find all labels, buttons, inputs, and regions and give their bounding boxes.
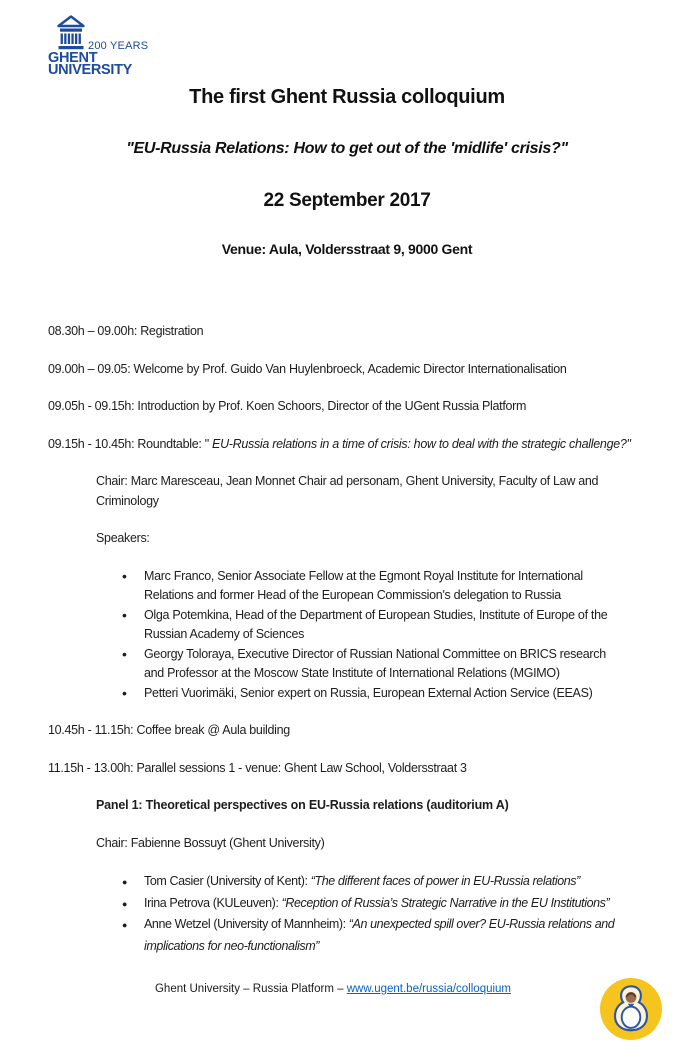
bullet-icon: ● [122,877,128,887]
schedule-item-registration: 08.30h – 09.00h: Registration [48,324,204,338]
talk-speaker: Anne Wetzel (University of Mannheim): [144,917,349,931]
logo-university-name [48,52,132,76]
event-date: 22 September 2017 [263,190,431,211]
footer-text: Ghent University – Russia Platform – [154,983,347,995]
footer-link[interactable]: www.ugent.be/russia/colloquium [346,983,512,995]
schedule [48,322,652,975]
bullet-icon: • [122,645,127,662]
event-subtitle: "EU-Russia Relations: How to get out of the 'midlife' crisis?" [126,140,568,157]
bullet-icon: • [122,606,127,623]
roundtable-quote: EU-Russia relations in a time of crisis: how to deal with the strategic challenge?" [212,436,631,451]
schedule-item-coffee-break: 10.45h - 11.15h: Coffee break @ Aula building [48,723,290,737]
logo-name-line2: UNIVERSITY [48,62,133,78]
speakers-label: Speakers: [96,531,150,545]
logo-200-years-label: 200 YEARS [88,40,149,52]
talk-speaker: Irina Petrova (KULeuven): [144,895,282,910]
talk-item [120,914,672,957]
talk-title: “Reception of Russia’s Strategic Narrative in the EU Institutions” [281,895,610,910]
speaker-text: Petteri Vuorimäki, Senior expert on Russia, European External Action Service (EEAS) [144,685,593,700]
speaker-text: Marc Franco, Senior Associate Fellow at the Egmont Royal Institute for International Relations and former Head of the European Commission's delegation to Russia [144,568,583,602]
event-venue: Venue: Aula, Voldersstraat 9, 9000 Gent [221,241,473,257]
talk-title: “An unexpected spill over? EU-Russia relations and implications for neo-functionalism” [144,917,615,953]
matryoshka-icon [600,978,662,1047]
schedule-item-welcome: 09.00h – 09.05: Welcome by Prof. Guido Van Huylenbroeck, Academic Director Internationalisation [48,361,567,376]
speakers-list [48,567,652,704]
talk-speaker: Tom Casier (University of Kent): [144,874,311,888]
panel1-heading: Panel 1: Theoretical perspectives on EU-Russia relations (auditorium A) [96,798,509,812]
talk-item [120,871,672,893]
talk-title: “The different faces of power in EU-Russia relations” [310,874,580,888]
speaker-text: Georgy Toloraya, Executive Director of Russian National Committee on BRICS research and Professor at the Moscow State Institute of International Relations (MGIMO) [144,646,606,680]
logo-name-line1: GHENT [48,50,98,66]
bullet-icon: ● [122,920,128,930]
schedule-item-parallel-sessions: 11.15h - 13.00h: Parallel sessions 1 - venue: Ghent Law School, Voldersstraat 3 [48,760,467,775]
roundtable-chair: Chair: Marc Maresceau, Jean Monnet Chair ad personam, Ghent University, Faculty of Law and Criminology [96,474,599,508]
talk-item [120,893,672,915]
speaker-item [120,645,622,684]
speaker-text: Olga Potemkina, Head of the Department of European Studies, Institute of Europe of the Russian Academy of Sciences [144,607,608,641]
bullet-icon: ● [122,898,128,909]
roundtable-prefix: 09.15h - 10.45h: Roundtable: " [48,436,213,451]
page-title: The first Ghent Russia colloquium [189,86,505,108]
speaker-item [120,606,622,645]
panel1-talks-list [48,871,652,957]
footer [0,983,666,995]
speaker-item [120,567,622,606]
bullet-icon: • [122,567,127,584]
schedule-item-introduction: 09.05h - 09.15h: Introduction by Prof. Koen Schoors, Director of the UGent Russia Platform [48,399,527,413]
bullet-icon: • [122,684,127,701]
speaker-item [120,684,622,704]
panel1-chair: Chair: Fabienne Bossuyt (Ghent University) [96,835,325,850]
schedule-item-roundtable [48,435,652,455]
